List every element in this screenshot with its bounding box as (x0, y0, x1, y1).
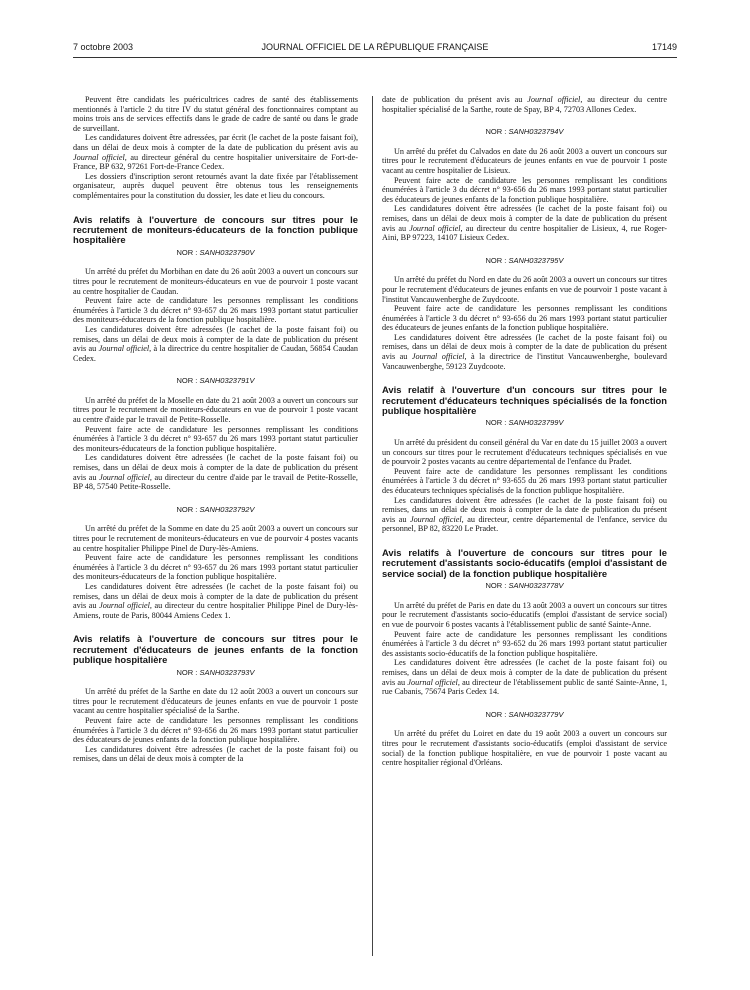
nor-reference: NOR : SANH0323795V (485, 255, 564, 265)
paragraph: Les candidatures doivent être adressées (le cachet de la poste faisant foi) ou remises, dans un délai de deux mois à compter de la date de publication du présent avis au Journal officiel, au directeur, centre départemental de l'enfance, service du personnel, BP 82, 83220 Le Pradet. (382, 495, 667, 534)
header-rule (73, 57, 677, 58)
nor-reference: NOR : SANH0323799V (485, 418, 564, 428)
paragraph: Peuvent faire acte de candidature les personnes remplissant les conditions énumérées à l'article 3 du décret n° 93-652 du 26 mars 1993 portant statut particulier des assistants socio-éducatifs de la fonction publique hospitalière. (382, 629, 667, 658)
notice-heading: Avis relatifs à l'ouverture de concours sur titres pour le recrutement d'assistants socio-éducatifs (emploi d'assistant de service social) de la fonction publique hospitalière (382, 547, 667, 579)
paragraph: Les candidatures doivent être adressées (le cachet de la poste faisant foi) ou remises, dans un délai de deux mois à compter de la date de publication du présent avis au Journal officiel, au directeur du centre hospitalier de Lisieux, 4, rue Roger-Aini, BP 97223, 14107 Lisieux Cedex. (382, 204, 667, 243)
right-column (382, 95, 667, 957)
paragraph: Les candidatures doivent être adressées (le cachet de la poste faisant foi) ou remises, dans un délai de deux mois à compter de la date de publication du présent avis au Journal officiel, au directeur du centre d'aide par le travail de Petite-Rosselle, BP 48, 57540 Petite-Rosselle. (73, 453, 358, 492)
nor-reference: NOR : SANH0323790V (176, 247, 255, 257)
paragraph: Les candidatures doivent être adressées (le cachet de la poste faisant foi) ou remises, dans un délai de deux mois à compter de la date de publication du présent avis au Journal officiel, à la directrice du centre hospitalier de Caudan, 56854 Caudan Cedex. (73, 324, 358, 363)
notice-heading: Avis relatif à l'ouverture d'un concours sur titres pour le recrutement d'éducateurs techniques spécialisés de la fonction publique hospitalière (382, 384, 667, 417)
paragraph: Les candidatures doivent être adressées (le cachet de la poste faisant foi) ou remises, dans un délai de deux mois à compter de la date de publication du présent avis au Journal officiel, au directeur de l'établissement public de santé Sainte-Anne, 1, rue Cabanis, 75674 Paris Cedex 14. (382, 658, 667, 697)
paragraph: Les candidatures doivent être adressées, par écrit (le cachet de la poste faisant foi), dans un délai de deux mois à compter de la date de publication du présent avis au Journal officiel, au directeur général du centre hospitalier universitaire de Fort-de-France, BP 632, 97261 Fort-de-France Cedex. (73, 133, 358, 172)
left-column (73, 95, 358, 955)
paragraph: Peuvent faire acte de candidature les personnes remplissant les conditions énumérées à l'article 3 du décret n° 93-656 du 26 mars 1993 portant statut particulier des éducateurs de jeunes enfants de la fonction publique hospitalière. (73, 715, 358, 745)
nor-reference: NOR : SANH0323791V (176, 376, 255, 386)
paragraph: Un arrêté du préfet de la Somme en date du 25 août 2003 a ouvert un concours sur titres pour le recrutement de moniteurs-éducateurs en vue de pourvoir 4 postes vacants au centre hospitalier Philippe Pinel de Dury-lès-Amiens. (73, 524, 358, 553)
paragraph: Un arrêté du préfet de Paris en date du 13 août 2003 a ouvert un concours sur titres pour le recrutement d'assistants socio-éducatifs (emploi d'assistant de service social) en vue de pourvoir 6 postes vacants à l'établissement public de santé Sainte-Anne. (382, 600, 667, 629)
paragraph: Un arrêté du préfet du Calvados en date du 26 août 2003 a ouvert un concours sur titres pour le recrutement d'éducateurs de jeunes enfants en vue de pourvoir 1 poste vacant au centre hospitalier de Lisieux. (382, 146, 667, 175)
issue-date: 7 octobre 2003 (73, 42, 134, 52)
nor-reference: NOR : SANH0323792V (176, 504, 255, 514)
paragraph: Les candidatures doivent être adressées (le cachet de la poste faisant foi) ou remises, dans un délai de deux mois à compter de la date de publication du présent avis au Journal officiel, au directeur du centre hospitalier Philippe Pinel de Dury-lès-Amiens, route de Paris, 80044 Amiens Cedex 1. (73, 581, 358, 620)
paragraph: Les candidatures doivent être adressées (le cachet de la poste faisant foi) ou remises, dans un délai de deux mois à compter de la date de publication du présent avis au Journal officiel, à la directrice de l'institut Vancauwenberghe, boulevard Vancauwenberghe, 59123 Zuydcoote. (382, 332, 667, 371)
paragraph: Les dossiers d'inscription seront retournés avant la date fixée par l'établissement organisateur, auprès duquel peuvent être obtenus tous les renseignements complémentaires pour la constitution du dossier, les date et lieu du concours. (73, 171, 358, 200)
paragraph: Un arrêté du président du conseil général du Var en date du 15 juillet 2003 a ouvert un concours sur titres pour le recrutement d'éducateurs techniques spécialisés en vue de pourvoir 2 postes vacants au centre départemental de l'enfance du Pradet. (382, 438, 667, 467)
paragraph: Un arrêté du préfet du Loiret en date du 19 août 2003 a ouvert un concours sur titres pour le recrutement d'assistants socio-éducatifs (emploi d'assistant de service social) de la fonction publique hospitalière, en vue de pourvoir 1 poste vacant au centre hospitalier régional d'Orléans. (382, 729, 667, 768)
nor-reference: NOR : SANH0323779V (485, 709, 564, 719)
nor-reference: NOR : SANH0323794V (485, 127, 564, 137)
page-number: 17149 (651, 42, 677, 52)
paragraph: Peuvent faire acte de candidature les personnes remplissant les conditions énumérées à l'article 3 du décret n° 93-656 du 26 mars 1993 portant statut particulier des éducateurs de jeunes enfants de la fonction publique hospitalière. (382, 304, 667, 333)
paragraph: Peuvent faire acte de candidature les personnes remplissant les conditions énumérées à l'article 3 du décret n° 93-657 du 26 mars 1993 portant statut particulier des moniteurs-éducateurs de la fonction publique hospitalière. (73, 553, 358, 582)
paragraph: Un arrêté du préfet du Morbihan en date du 26 août 2003 a ouvert un concours sur titres pour le recrutement de moniteurs-éducateurs en vue de pourvoir 1 poste vacant au centre hospitalier de Caudan. (73, 267, 358, 296)
paragraph: date de publication du présent avis au Journal officiel, au directeur du centre hospitalier spécialisé de la Sarthe, route de Spay, BP 4, 72703 Allones Cedex. (382, 95, 667, 114)
paragraph: Un arrêté du préfet de la Moselle en date du 21 août 2003 a ouvert un concours sur titres pour le recrutement de moniteurs-éducateurs en vue de pourvoir 1 poste vacant au centre d'aide par le travail de Petite-Rosselle. (73, 395, 358, 425)
paragraph: Les candidatures doivent être adressées (le cachet de la poste faisant foi) ou remises, dans un délai de deux mois à compter de la (73, 744, 358, 764)
paragraph: Peuvent faire acte de candidature les personnes remplissant les conditions énumérées à l'article 3 du décret n° 93-655 du 26 mars 1993 portant statut particulier des éducateurs techniques spécialisés de la fonction publique hospitalière. (382, 466, 667, 496)
paragraph: Peuvent faire acte de candidature les personnes remplissant les conditions énumérées à l'article 3 du décret n° 93-656 du 26 mars 1993 portant statut particulier des éducateurs de jeunes enfants de la fonction publique hospitalière. (382, 175, 667, 204)
paragraph: Peuvent faire acte de candidature les personnes remplissant les conditions énumérées à l'article 3 du décret n° 93-657 du 26 mars 1993 portant statut particulier des moniteurs-éducateurs de la fonction publique hospitalière. (73, 424, 358, 453)
paragraph: Peuvent être candidats les puéricultrices cadres de santé des établissements mentionnés à l'article 2 du titre IV du statut général des fonctionnaires comptant au moins trois ans de services effectifs dans le grade de cadre de santé ou dans le grade de surveillant. (73, 95, 358, 133)
nor-reference: NOR : SANH0323793V (176, 667, 255, 677)
journal-title: JOURNAL OFFICIEL DE LA RÉPUBLIQUE FRANÇAISE (261, 42, 489, 52)
column-divider (372, 96, 373, 956)
nor-reference: NOR : SANH0323778V (485, 581, 564, 591)
notice-heading: Avis relatifs à l'ouverture de concours sur titres pour le recrutement de moniteurs-éducateurs de la fonction publique hospitalière (73, 213, 358, 246)
paragraph: Peuvent faire acte de candidature les personnes remplissant les conditions énumérées à l'article 3 du décret n° 93-657 du 26 mars 1993 portant statut particulier des moniteurs-éducateurs de la fonction publique hospitalière. (73, 296, 358, 325)
notice-heading: Avis relatifs à l'ouverture de concours sur titres pour le recrutement d'éducateurs de jeunes enfants de la fonction publique hospitalière (73, 633, 358, 666)
page-header (73, 42, 677, 56)
paragraph: Un arrêté du préfet de la Sarthe en date du 12 août 2003 a ouvert un concours sur titres pour le recrutement d'éducateurs de jeunes enfants en vue de pourvoir 1 poste vacant au centre hospitalier spécialisé de la Sarthe. (73, 687, 358, 716)
paragraph: Un arrêté du préfet du Nord en date du 26 août 2003 a ouvert un concours sur titres pour le recrutement d'éducateurs de jeunes enfants en vue de pourvoir 1 poste vacant à l'institut Vancauwenberghe de Zuydcoote. (382, 275, 667, 304)
